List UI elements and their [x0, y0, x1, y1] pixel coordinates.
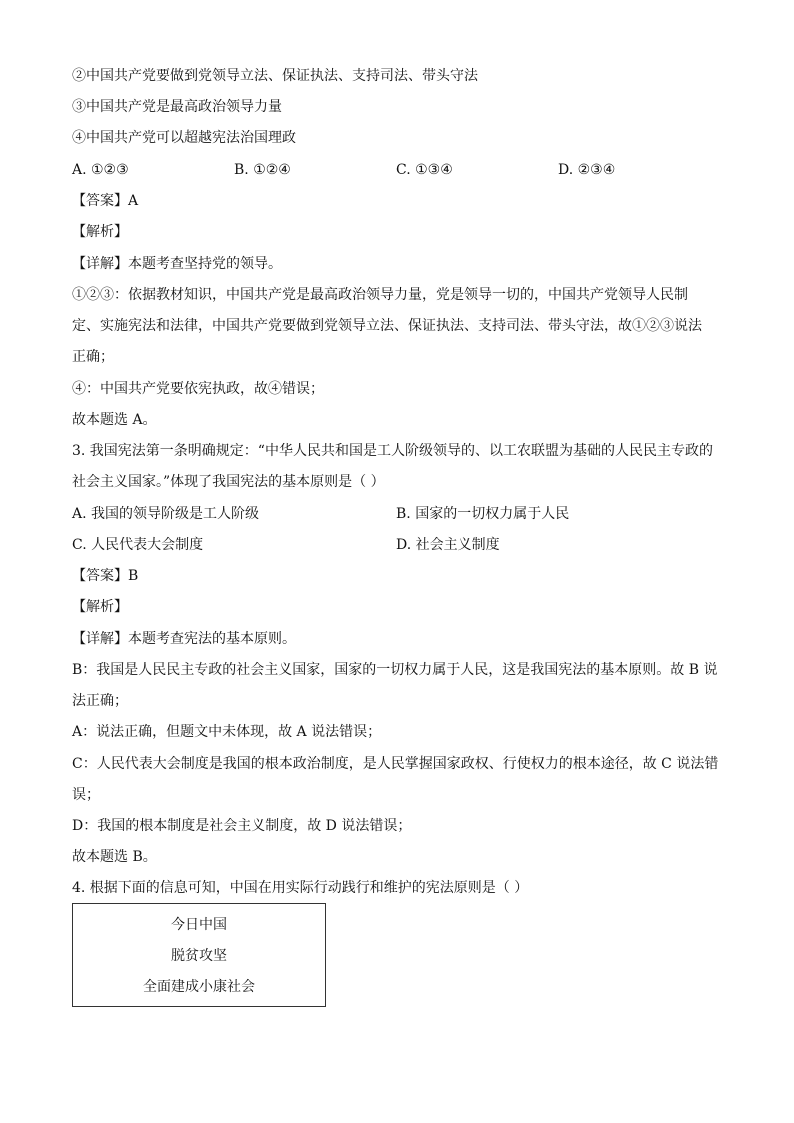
q3-explanation-b-line-1: B：我国是人民民主专政的社会主义国家，国家的一切权力属于人民，这是我国宪法的基本原则。故 B 说 [72, 662, 718, 678]
q2-answer: 【答案】A [72, 193, 139, 209]
q2-explanation-line-2: 定、实施宪法和法律，中国共产党要做到党领导立法、保证执法、支持司法、带头守法，故①②③说法 [72, 318, 702, 334]
q2-statement-4: ④中国共产党可以超越宪法治国理政 [72, 130, 296, 146]
q2-explanation-line-1: ①②③：依据教材知识，中国共产党是最高政治领导力量，党是领导一切的，中国共产党领导人民制 [72, 287, 688, 303]
q2-explanation-line-3: 正确； [72, 349, 114, 365]
q2-conclusion: 故本题选 A。 [72, 412, 157, 428]
q2-option-a: A. ①②③ [72, 162, 129, 178]
q4-stem: 4. 根据下面的信息可知，中国在用实际行动践行和维护的宪法原则是（ ） [72, 880, 529, 896]
q2-statement-3: ③中国共产党是最高政治领导力量 [72, 99, 282, 115]
q3-stem-line-1: 3. 我国宪法第一条明确规定：“中华人民共和国是工人阶级领导的、以工农联盟为基础的人民民主专政的 [72, 443, 713, 459]
q3-analysis-heading: 【解析】 [72, 599, 128, 615]
q3-explanation-b-line-2: 法正确； [72, 693, 128, 709]
q4-info-box [72, 903, 326, 1007]
q3-option-d: D. 社会主义制度 [396, 537, 500, 553]
q3-explanation-d: D：我国的根本制度是社会主义制度，故 D 说法错误； [72, 818, 412, 834]
q4-box-line-2: 脱贫攻坚 [171, 948, 227, 964]
q2-option-c: C. ①③④ [396, 162, 453, 178]
q2-explanation-line-4: ④：中国共产党要依宪执政，故④错误； [72, 381, 324, 397]
q4-box-line-3: 全面建成小康社会 [143, 979, 255, 995]
q2-detail: 【详解】本题考查坚持党的领导。 [72, 256, 282, 272]
q3-detail: 【详解】本题考查宪法的基本原则。 [72, 631, 296, 647]
q3-stem-line-2: 社会主义国家。”体现了我国宪法的基本原则是（ ） [72, 474, 385, 490]
q3-answer: 【答案】B [72, 568, 139, 584]
q2-option-d: D. ②③④ [558, 162, 616, 178]
q3-option-b: B. 国家的一切权力属于人民 [396, 506, 570, 522]
q3-explanation-c-line-1: C：人民代表大会制度是我国的根本政治制度，是人民掌握国家政权、行使权力的根本途径，故 C 说法错 [72, 756, 719, 772]
q3-explanation-a: A：说法正确，但题文中未体现，故 A 说法错误； [72, 724, 382, 740]
q3-conclusion: 故本题选 B。 [72, 849, 157, 865]
q3-option-c: C. 人民代表大会制度 [72, 537, 204, 553]
q3-option-a: A. 我国的领导阶级是工人阶级 [72, 506, 260, 522]
q2-option-b: B. ①②④ [234, 162, 291, 178]
q3-explanation-c-line-2: 误； [72, 787, 100, 803]
q4-box-line-1: 今日中国 [171, 917, 227, 933]
q2-analysis-heading: 【解析】 [72, 224, 128, 240]
q2-statement-2: ②中国共产党要做到党领导立法、保证执法、支持司法、带头守法 [72, 68, 478, 84]
